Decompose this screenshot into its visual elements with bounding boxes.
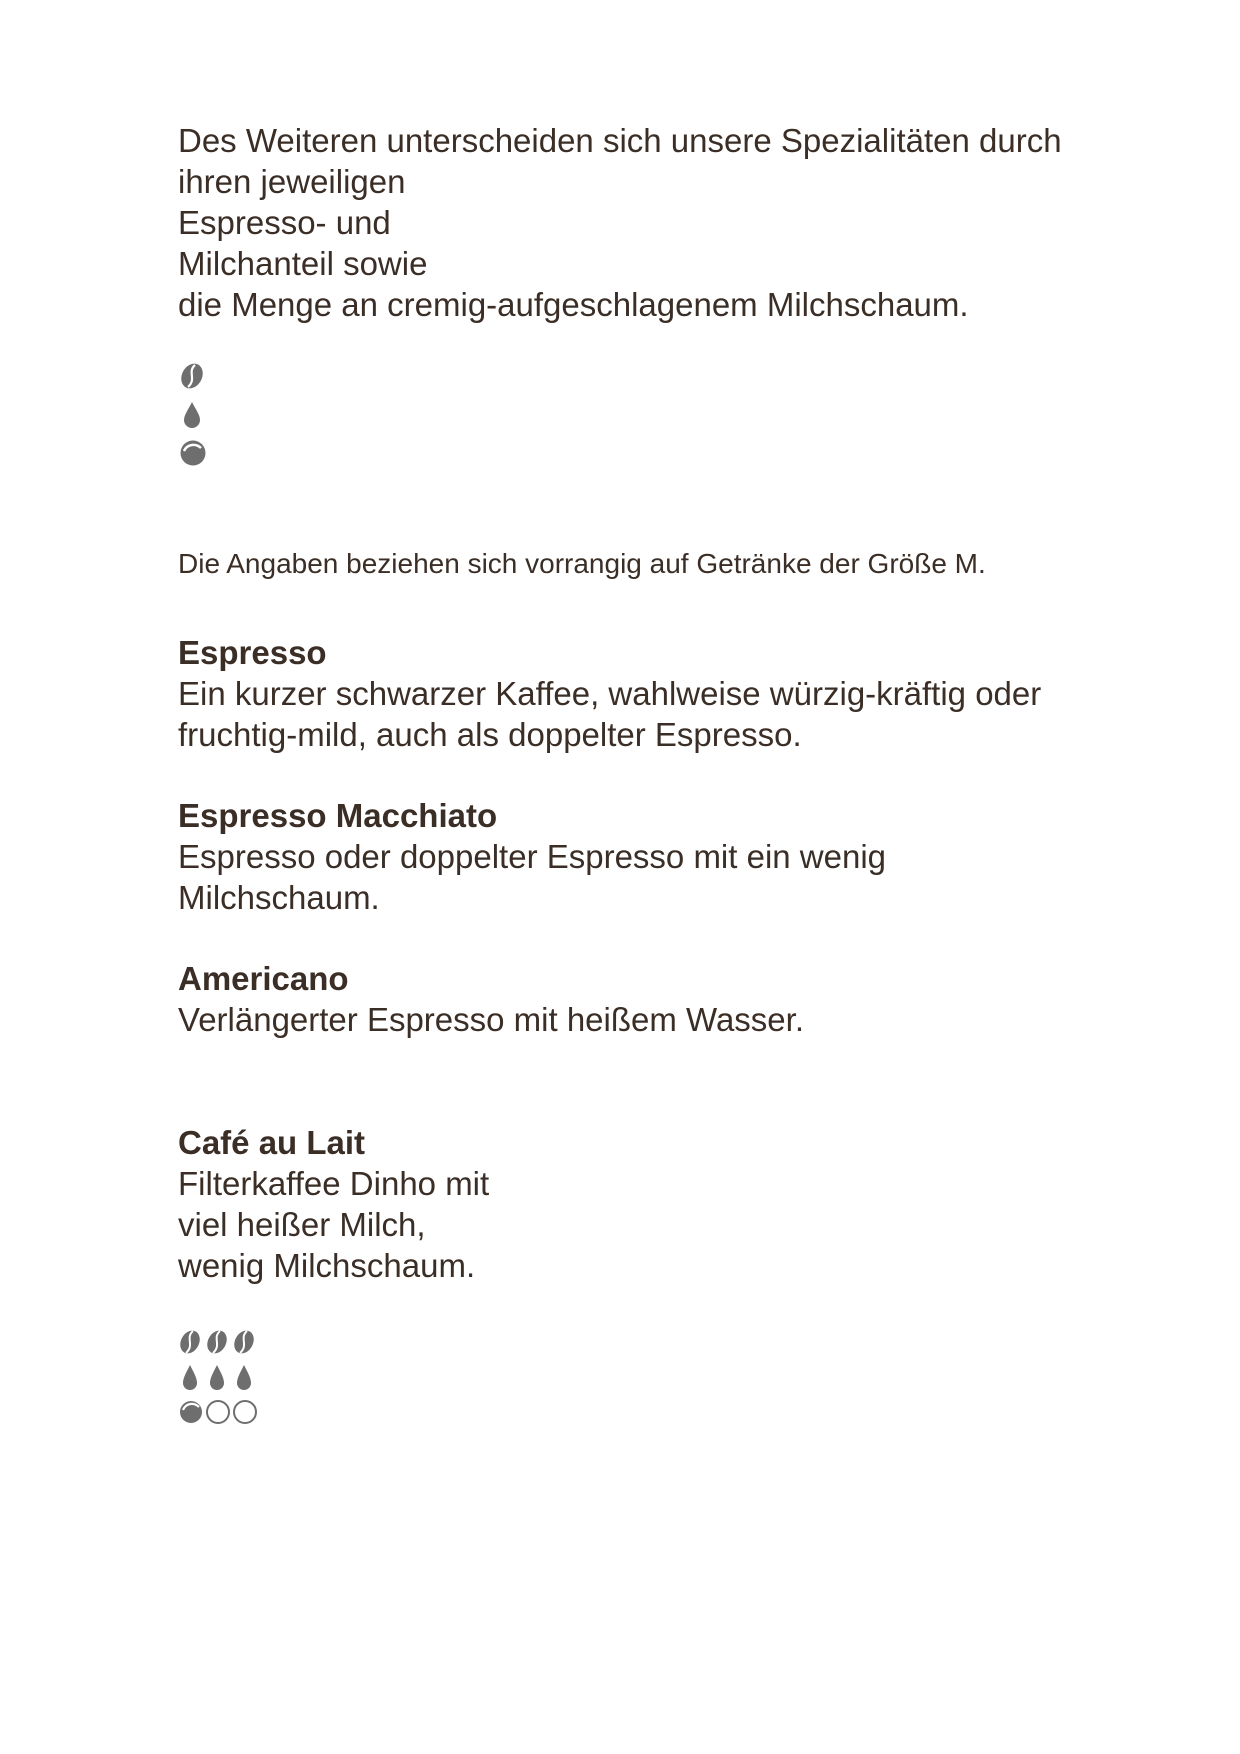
milk-drop-icon: [237, 1365, 251, 1390]
intro-line: Des Weiteren unterscheiden sich unsere Spezialitäten durch: [178, 122, 1062, 159]
size-note: Die Angaben beziehen sich vorrangig auf Getränke der Größe M.: [178, 548, 986, 579]
drink-title: Americano: [178, 960, 349, 997]
drink-title: Espresso Macchiato: [178, 797, 498, 834]
drink-description: [178, 836, 1178, 918]
drink-description: [178, 673, 1178, 755]
foam-rating: [178, 1397, 268, 1432]
milk-rating: [178, 1363, 268, 1398]
intro-line: Milchanteil sowie: [178, 245, 428, 282]
drink-title: Café au Lait: [178, 1124, 366, 1161]
espresso-rating: [178, 1328, 268, 1363]
milk-drop-icon: [178, 400, 206, 430]
milk-foam-empty-icon: [234, 1401, 256, 1423]
milk-drop-icon: [183, 1365, 197, 1390]
intro-line: die Menge an cremig-aufgeschlagenem Milchschaum.: [178, 286, 969, 323]
description-line: fruchtig-mild, auch als doppelter Espresso.: [178, 716, 802, 753]
drink-description: [178, 999, 1178, 1040]
coffee-bean-icon: [178, 1328, 204, 1357]
description-line: Espresso oder doppelter Espresso mit ein wenig: [178, 838, 887, 875]
description-line: viel heißer Milch,: [178, 1206, 426, 1243]
drink-americano: [178, 958, 1178, 1040]
description-line: Filterkaffee Dinho mit: [178, 1165, 490, 1202]
description-line: Ein kurzer schwarzer Kaffee, wahlweise würzig-kräftig oder: [178, 675, 1042, 712]
coffee-bean-icon: [203, 1328, 230, 1357]
milk-foam-icon: [178, 438, 208, 468]
milk-foam-empty-icon: [207, 1401, 229, 1423]
coffee-bean-icon: [178, 362, 206, 390]
description-line: Verlängerter Espresso mit heißem Wasser.: [178, 1001, 805, 1038]
intro-paragraph: [178, 120, 1178, 325]
drink-title: Espresso: [178, 634, 327, 671]
description-line: Milchschaum.: [178, 879, 380, 916]
intro-line: Espresso- und: [178, 204, 391, 241]
milk-drop-icon: [210, 1365, 224, 1390]
drink-espresso-macchiato: [178, 795, 1178, 918]
drink-espresso: [178, 632, 1178, 755]
intro-line: ihren jeweiligen: [178, 163, 406, 200]
coffee-bean-icon: [230, 1328, 257, 1357]
description-line: wenig Milchschaum.: [178, 1247, 476, 1284]
drink-cafe-au-lait: [178, 1122, 1178, 1286]
drink-description: [178, 1163, 1178, 1286]
